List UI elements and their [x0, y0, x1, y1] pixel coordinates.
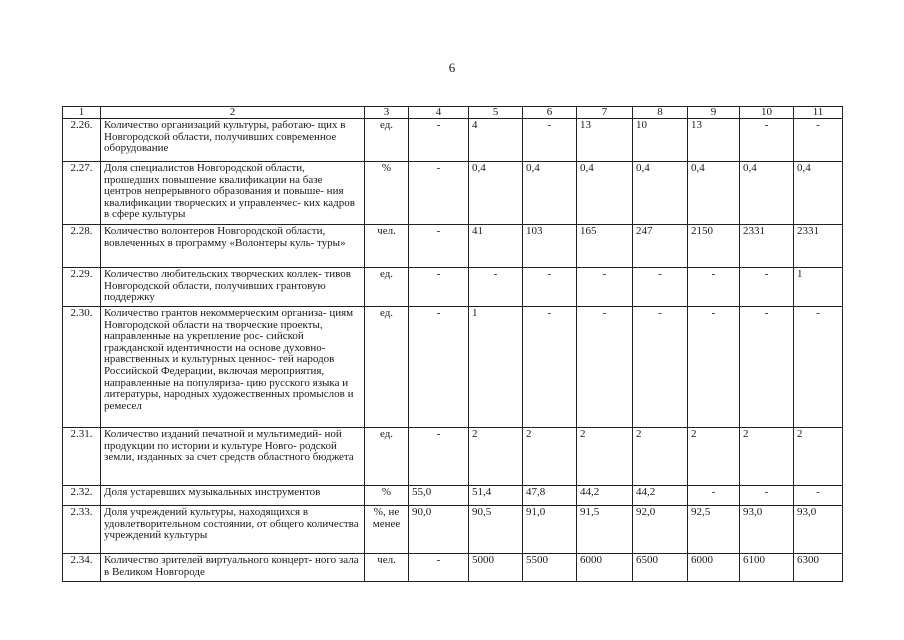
indicator-value: 92,5 — [688, 506, 740, 554]
row-number: 2.26. — [63, 119, 101, 162]
column-header-5: 5 — [469, 107, 523, 119]
indicator-value: - — [577, 268, 633, 307]
indicator-value: 247 — [633, 225, 688, 268]
indicator-value: - — [633, 268, 688, 307]
indicator-value: 90,0 — [409, 506, 469, 554]
indicator-value: 2 — [740, 428, 794, 486]
indicator-value: - — [409, 554, 469, 582]
table-row — [63, 506, 843, 554]
indicator-name: Количество грантов некоммерческим организа- циям Новгородской области на творческие проекты, направленные на укрепление рос- сийской гражданской идентичности на основе духовно-нравственных и культурных ценнос- тей народов Российской Федерации, включая мероприятия, направленные на популяриза- цию русского языка и литературы, народных художественных промыслов и ремесел — [101, 307, 365, 428]
indicator-value: 2 — [523, 428, 577, 486]
column-header-11: 11 — [794, 107, 843, 119]
column-header-9: 9 — [688, 107, 740, 119]
table-row — [63, 225, 843, 268]
column-header-1: 1 — [63, 107, 101, 119]
indicator-value: - — [409, 225, 469, 268]
unit-of-measure: % — [365, 162, 409, 225]
indicator-value: 0,4 — [523, 162, 577, 225]
indicators-table — [62, 106, 843, 582]
indicator-value: - — [740, 486, 794, 506]
column-header-4: 4 — [409, 107, 469, 119]
column-header-10: 10 — [740, 107, 794, 119]
indicator-value: - — [794, 486, 843, 506]
column-header-7: 7 — [577, 107, 633, 119]
indicator-name: Количество зрителей виртуального концерт- ного зала в Великом Новгороде — [101, 554, 365, 582]
indicator-value: 2331 — [740, 225, 794, 268]
indicator-value: 0,4 — [688, 162, 740, 225]
column-header-3: 3 — [365, 107, 409, 119]
unit-of-measure: чел. — [365, 225, 409, 268]
indicator-value: 91,0 — [523, 506, 577, 554]
indicator-name: Доля устаревших музыкальных инструментов — [101, 486, 365, 506]
indicator-value: 5000 — [469, 554, 523, 582]
indicator-value: 2 — [688, 428, 740, 486]
indicator-value: 6000 — [688, 554, 740, 582]
indicator-value: - — [409, 268, 469, 307]
indicator-value: 55,0 — [409, 486, 469, 506]
indicator-value: 0,4 — [469, 162, 523, 225]
indicator-value: - — [688, 307, 740, 428]
indicator-value: 2 — [633, 428, 688, 486]
indicator-name: Количество организаций культуры, работаю- щих в Новгородской области, получивших современное оборудование — [101, 119, 365, 162]
column-header-6: 6 — [523, 107, 577, 119]
row-number: 2.30. — [63, 307, 101, 428]
indicator-value: 13 — [688, 119, 740, 162]
indicator-value: 6000 — [577, 554, 633, 582]
indicator-value: - — [688, 268, 740, 307]
row-number: 2.27. — [63, 162, 101, 225]
row-number: 2.32. — [63, 486, 101, 506]
table-row — [63, 486, 843, 506]
indicator-value: 92,0 — [633, 506, 688, 554]
column-header-8: 8 — [633, 107, 688, 119]
indicator-value: 2150 — [688, 225, 740, 268]
indicator-value: - — [794, 307, 843, 428]
indicator-value: - — [577, 307, 633, 428]
row-number: 2.33. — [63, 506, 101, 554]
indicator-name: Количество любительских творческих коллек- тивов Новгородской области, получивших грантовую поддержку — [101, 268, 365, 307]
row-number: 2.28. — [63, 225, 101, 268]
indicator-value: - — [409, 119, 469, 162]
indicator-value: 2331 — [794, 225, 843, 268]
indicator-name: Доля специалистов Новгородской области, прошедших повышение квалификации на базе центров непрерывного образования и повыше- ния квалификации творческих и управленчес- ких кадров в сфере культуры — [101, 162, 365, 225]
indicator-value: - — [409, 162, 469, 225]
indicator-value: - — [794, 119, 843, 162]
indicator-value: - — [740, 307, 794, 428]
indicator-value: 93,0 — [740, 506, 794, 554]
row-number: 2.29. — [63, 268, 101, 307]
indicator-value: - — [523, 307, 577, 428]
indicator-value: 91,5 — [577, 506, 633, 554]
indicator-value: - — [688, 486, 740, 506]
indicator-value: - — [409, 428, 469, 486]
indicator-value: 2 — [794, 428, 843, 486]
indicator-value: 0,4 — [577, 162, 633, 225]
table-row — [63, 428, 843, 486]
unit-of-measure: ед. — [365, 428, 409, 486]
indicator-value: 0,4 — [794, 162, 843, 225]
indicator-value: 93,0 — [794, 506, 843, 554]
indicator-name: Количество изданий печатной и мультимедий- ной продукции по истории и культуре Новго- родской земли, изданных за счет средств областного бюджета — [101, 428, 365, 486]
indicator-value: 51,4 — [469, 486, 523, 506]
indicator-value: 0,4 — [633, 162, 688, 225]
row-number: 2.34. — [63, 554, 101, 582]
indicator-value: 10 — [633, 119, 688, 162]
row-number: 2.31. — [63, 428, 101, 486]
indicator-value: 0,4 — [740, 162, 794, 225]
indicator-value: 47,8 — [523, 486, 577, 506]
indicator-value: 44,2 — [577, 486, 633, 506]
unit-of-measure: %, не менее — [365, 506, 409, 554]
page-number: 6 — [448, 60, 456, 75]
indicator-value: 6100 — [740, 554, 794, 582]
indicator-value: - — [409, 307, 469, 428]
unit-of-measure: чел. — [365, 554, 409, 582]
column-header-2: 2 — [101, 107, 365, 119]
table-row — [63, 268, 843, 307]
indicator-value: 41 — [469, 225, 523, 268]
indicator-value: 5500 — [523, 554, 577, 582]
unit-of-measure: ед. — [365, 307, 409, 428]
unit-of-measure: ед. — [365, 119, 409, 162]
table-row — [63, 119, 843, 162]
indicator-value: 4 — [469, 119, 523, 162]
indicator-value: 165 — [577, 225, 633, 268]
indicator-value: - — [633, 307, 688, 428]
indicator-value: - — [740, 268, 794, 307]
indicator-value: 2 — [577, 428, 633, 486]
indicator-name: Доля учреждений культуры, находящихся в удовлетворительном состоянии, от общего количества учреждений культуры — [101, 506, 365, 554]
indicator-value: - — [740, 119, 794, 162]
indicator-value: 2 — [469, 428, 523, 486]
indicator-value: 90,5 — [469, 506, 523, 554]
indicator-value: 44,2 — [633, 486, 688, 506]
indicator-value: - — [469, 268, 523, 307]
indicator-value: - — [523, 268, 577, 307]
indicator-value: 6500 — [633, 554, 688, 582]
unit-of-measure: ед. — [365, 268, 409, 307]
indicator-name: Количество волонтеров Новгородской области, вовлеченных в программу «Волонтеры куль- туры» — [101, 225, 365, 268]
indicator-value: 1 — [469, 307, 523, 428]
unit-of-measure: % — [365, 486, 409, 506]
table-row — [63, 307, 843, 428]
indicator-value: - — [523, 119, 577, 162]
indicator-value: 6300 — [794, 554, 843, 582]
indicator-value: 1 — [794, 268, 843, 307]
table-row — [63, 162, 843, 225]
table-header-row — [63, 107, 843, 119]
table-row — [63, 554, 843, 582]
indicator-value: 103 — [523, 225, 577, 268]
indicator-value: 13 — [577, 119, 633, 162]
